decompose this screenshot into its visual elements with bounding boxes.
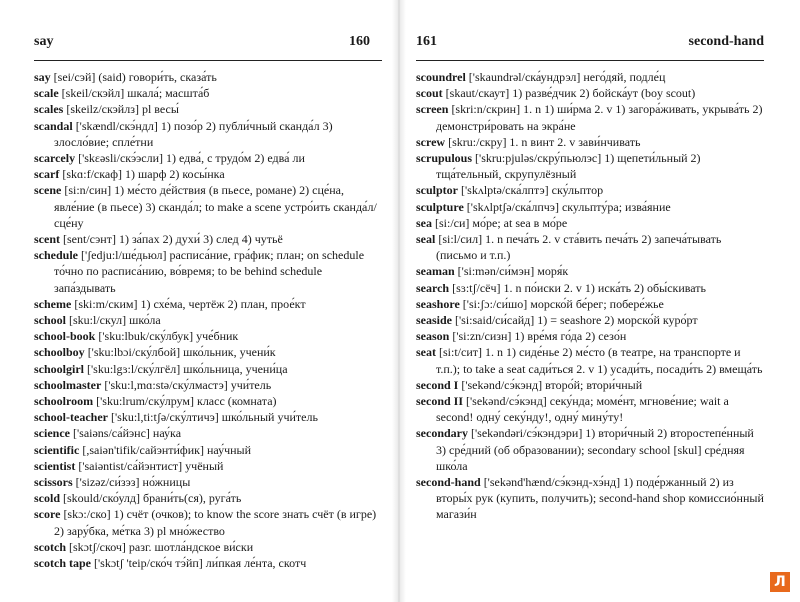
headword: scotch xyxy=(34,539,66,554)
dictionary-entry xyxy=(416,263,764,279)
headword: screw xyxy=(416,134,446,149)
right-page-header xyxy=(416,34,764,60)
left-page xyxy=(0,0,388,602)
dictionary-entry xyxy=(34,377,382,393)
dictionary-entry xyxy=(34,118,382,150)
right-page xyxy=(400,0,800,602)
dictionary-entry xyxy=(34,442,382,458)
entry-definition: ['sizəz/си́зэз] но́жницы xyxy=(72,475,191,490)
dictionary-entry xyxy=(416,344,764,376)
dictionary-entry xyxy=(34,506,382,538)
dictionary-entry xyxy=(416,150,764,182)
right-entries-list xyxy=(416,69,764,523)
headword: seaman xyxy=(416,264,455,279)
dictionary-entry xyxy=(416,328,764,344)
headword: scale xyxy=(34,86,59,101)
entry-definition: [si:/си] мо́ре; at sea в мо́ре xyxy=(432,215,568,230)
dictionary-entry xyxy=(416,425,764,474)
entry-definition: [si:n/син] 1) ме́сто де́йствия (в пьесе, романе) 2) сце́на, явле́ние (в пьесе) 3) сканда́л; to make a scene устро́ить сканда́л/сце́ну xyxy=(54,183,377,230)
entry-definition: ['saiəntist/са́йэнтист] учёный xyxy=(75,458,224,473)
dictionary-entry xyxy=(416,69,764,85)
headword: screen xyxy=(416,102,449,117)
headword: scotch tape xyxy=(34,556,91,571)
dictionary-entry xyxy=(416,393,764,425)
headword: schoolgirl xyxy=(34,361,84,376)
entry-definition: ['sku:lgɜ:l/ску́лгёл] шко́льница, учени́ца xyxy=(84,361,288,376)
entry-definition: ['si:mən/си́мэн] моря́к xyxy=(454,264,569,279)
left-page-number: 160 xyxy=(349,34,370,49)
right-header-rule xyxy=(416,60,764,61)
entry-definition: ['sekənd'hænd/сэ́кэнд-хэ́нд] 1) поде́ржанный 2) из вторы́х рук (купить, получить); second-hand shop комиссио́нный магази́н xyxy=(436,475,764,522)
dictionary-entry xyxy=(34,166,382,182)
dictionary-entry xyxy=(416,134,764,150)
entry-definition: ['sku:lrum/ску́лрум] класс (комната) xyxy=(93,394,277,409)
dictionary-entry xyxy=(416,296,764,312)
headword: search xyxy=(416,280,450,295)
headword: scientific xyxy=(34,442,80,457)
entry-definition: ['skʌlptʃə/ска́лпчэ] скульпту́ра; изва́яние xyxy=(463,199,671,214)
entry-definition: ['sku:lbɔi/ску́лбой] шко́льник, учени́к xyxy=(84,345,276,360)
headword: scheme xyxy=(34,296,72,311)
headword: seaside xyxy=(416,313,452,328)
entry-definition: ['si:zn/сизн] 1) вре́мя го́да 2) сезо́н xyxy=(449,329,627,344)
headword: sculpture xyxy=(416,199,464,214)
headword: season xyxy=(416,329,450,344)
headword: school-book xyxy=(34,329,96,344)
entry-definition: ['ʃedju:l/ше́дьюл] расписа́ние, гра́фик; план; on schedule то́чно по расписа́нию, во́время; to be behind schedule запа́здывать xyxy=(54,248,365,295)
entry-definition: [skɑ:f/скаф] 1) шарф 2) косы́нка xyxy=(59,167,225,182)
entry-definition: ['sku:l,mɑ:stə/ску́лмастэ] учи́тель xyxy=(101,377,272,392)
entry-definition: [skeil/скэйл] шкала́; масшта́б xyxy=(58,86,210,101)
dictionary-entry xyxy=(416,215,764,231)
entry-definition: ['skaundrəl/ска́ундрэл] него́дяй, подле́ц xyxy=(465,70,666,84)
dictionary-entry xyxy=(34,361,382,377)
dictionary-entry xyxy=(416,312,764,328)
dictionary-entry xyxy=(34,539,382,555)
headword: secondary xyxy=(416,426,468,441)
entry-definition: ['sku:l,ti:tʃə/ску́лтичэ] шко́льный учи́тель xyxy=(107,410,318,425)
dictionary-entry xyxy=(34,150,382,166)
headword: sea xyxy=(416,215,432,230)
right-running-head: second-hand xyxy=(688,34,764,49)
headword: scene xyxy=(34,183,62,198)
dictionary-entry xyxy=(34,312,382,328)
headword: scent xyxy=(34,232,60,247)
headword: scoundrel xyxy=(416,70,466,84)
left-page-header xyxy=(34,34,382,60)
entry-definition: [sku:l/скул] шко́ла xyxy=(66,313,161,328)
entry-definition: ['saiəns/са́йэнс] нау́ка xyxy=(69,426,182,441)
dictionary-entry xyxy=(34,458,382,474)
dictionary-entry xyxy=(34,490,382,506)
entry-definition: [sei/сэй] (said) говори́ть, сказа́ть xyxy=(50,70,217,84)
headword: schedule xyxy=(34,248,79,263)
dictionary-entry xyxy=(34,231,382,247)
dictionary-entry xyxy=(34,474,382,490)
entry-definition: [skru:/скру] 1. n винт 2. v зави́нчивать xyxy=(445,134,641,149)
left-running-head: say xyxy=(34,34,54,49)
entry-definition: ['si:ʃɔ:/си́шо] морско́й бе́рег; побере́жье xyxy=(459,296,664,311)
left-entries-list xyxy=(34,69,382,571)
headword: scissors xyxy=(34,475,73,490)
headword: scientist xyxy=(34,458,76,473)
dictionary-entry xyxy=(34,409,382,425)
headword: scarcely xyxy=(34,151,76,166)
entry-definition: [skeilz/скэйлз] pl весы́ xyxy=(63,102,179,117)
entry-definition: [ski:m/ским] 1) схе́ма, чертёж 2) план, прое́кт xyxy=(71,296,306,311)
headword: scold xyxy=(34,491,61,506)
headword: seal xyxy=(416,232,436,247)
headword: sculptor xyxy=(416,183,458,198)
dictionary-entry xyxy=(34,296,382,312)
headword: schoolboy xyxy=(34,345,85,360)
headword: second I xyxy=(416,377,459,392)
left-header-rule xyxy=(34,60,382,61)
entry-definition: ['sekəndəri/сэ́кэндэри] 1) втори́чный 2) второстепе́нный 3) сре́дний (об образовании); secondary school [skul] сре́дняя шко́ла xyxy=(436,426,754,473)
headword: say xyxy=(34,70,51,84)
dictionary-entry xyxy=(34,85,382,101)
dictionary-entry xyxy=(416,231,764,263)
headword: seat xyxy=(416,345,436,360)
headword: seashore xyxy=(416,296,460,311)
dictionary-entry xyxy=(34,344,382,360)
entry-definition: [sent/сэнт] 1) за́пах 2) духи́ 3) след 4) чутьё xyxy=(60,232,283,247)
dictionary-entry xyxy=(34,69,382,85)
headword: scales xyxy=(34,102,64,117)
dictionary-entry xyxy=(416,182,764,198)
headword: school-teacher xyxy=(34,410,108,425)
headword: schoolmaster xyxy=(34,377,102,392)
entry-definition: ['skændl/скэ́ндл] 1) позо́р 2) публи́чный сканда́л 3) злосло́вие; спле́тни xyxy=(54,118,333,149)
entry-definition: ['skɔtʃ 'teip/ско́ч тэ́йп] ли́пкая ле́нта, скотч xyxy=(91,556,307,571)
entry-definition: [sɜ:tʃ/сёч] 1. n по́иски 2. v 1) иска́ть 2) обы́скивать xyxy=(449,280,707,295)
entry-definition: ['si:said/си́сайд] 1) = seashore 2) морско́й куро́рт xyxy=(452,313,698,328)
entry-definition: [skɔ:/ско] 1) счёт (очков); to know the score знать счёт (в игре) 2) зару́бка, ме́тка 3) pl мно́жество xyxy=(54,507,377,538)
entry-definition: [skri:n/скрин] 1. n 1) ши́рма 2. v 1) загора́живать, укрыва́ть 2) демонстри́ровать на экра́не xyxy=(436,102,763,133)
dictionary-entry xyxy=(416,377,764,393)
dictionary-entry xyxy=(416,101,764,133)
dictionary-entry xyxy=(34,555,382,571)
headword: score xyxy=(34,507,61,522)
headword: scandal xyxy=(34,118,73,133)
dictionary-entry xyxy=(416,199,764,215)
right-page-number: 161 xyxy=(416,34,437,49)
entry-definition: ['sekənd/сэ́кэнд] второ́й; втори́чный xyxy=(458,377,643,392)
entry-definition: ['skru:pjuləs/скру́пьюлэс] 1) щепети́льный 2) тща́тельный, скрупулёзный xyxy=(436,151,701,182)
headword: second-hand xyxy=(416,475,481,490)
dictionary-entry xyxy=(34,328,382,344)
entry-definition: [skɔtʃ/скоч] разг. шотла́ндское ви́ски xyxy=(66,539,254,554)
dictionary-entry xyxy=(416,85,764,101)
entry-definition: [si:l/сил] 1. n печа́ть 2. v ста́вить печа́ть 2) запеча́тывать (письмо и т.п.) xyxy=(435,232,722,263)
entry-definition: ['sku:lbuk/ску́лбук] уче́бник xyxy=(95,329,239,344)
headword: science xyxy=(34,426,70,441)
dictionary-entry xyxy=(34,247,382,296)
entry-definition: [si:t/сит] 1. n 1) сиде́нье 2) ме́сто (в театре, на транспорте и т.п.); to take a seat сади́ться 2. v 1) усади́ть, посади́ть 2) вмеща́ть xyxy=(436,345,763,376)
dictionary-entry xyxy=(34,393,382,409)
entry-definition: [skould/ско́улд] брани́ть(ся), руга́ть xyxy=(60,491,242,506)
publisher-logo: Л xyxy=(770,572,790,592)
entry-definition: [skaut/скаут] 1) разве́дчик 2) бойска́ут (boy scout) xyxy=(442,86,696,101)
dictionary-entry xyxy=(34,425,382,441)
entry-definition: [,saiən'tifik/сайэнти́фик] нау́чный xyxy=(79,442,252,457)
headword: scarf xyxy=(34,167,60,182)
dictionary-entry xyxy=(34,101,382,117)
headword: school xyxy=(34,313,67,328)
headword: second II xyxy=(416,394,464,409)
dictionary-entry xyxy=(416,474,764,523)
dictionary-entry xyxy=(34,182,382,231)
entry-definition: ['skʌlptə/ска́лптэ] ску́льптор xyxy=(458,183,604,198)
entry-definition: ['skɛəsli/скэ́эсли] 1) едва́, с трудо́м 2) едва́ ли xyxy=(75,151,305,166)
entry-definition: ['sekənd/сэ́кэнд] секу́нда; моме́нт, мгнове́ние; wait a second! одну́ секу́нду!, одну́ мину́ту! xyxy=(436,394,729,425)
dictionary-entry xyxy=(416,280,764,296)
headword: scrupulous xyxy=(416,151,473,166)
headword: schoolroom xyxy=(34,394,94,409)
headword: scout xyxy=(416,86,443,101)
